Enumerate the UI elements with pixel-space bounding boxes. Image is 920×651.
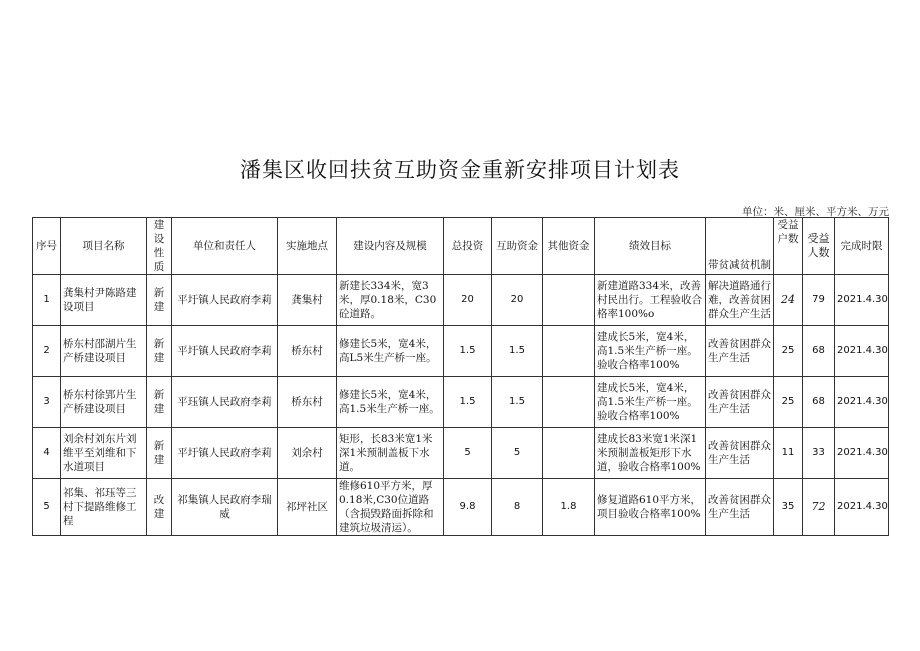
cell-type: 改建 <box>147 479 172 536</box>
cell-owner: 平圩镇人民政府李莉 <box>172 428 278 479</box>
cell-site: 龚集村 <box>278 275 337 326</box>
cell-households: 11 <box>774 428 803 479</box>
cell-type: 新建 <box>147 326 172 377</box>
cell-total: 9.8 <box>444 479 492 536</box>
cell-total: 1.5 <box>444 326 492 377</box>
cell-owner: 祁集镇人民政府李瑞威 <box>172 479 278 536</box>
cell-seq: 1 <box>33 275 61 326</box>
table-row <box>33 479 889 536</box>
header-people: 受益人数 <box>803 218 835 275</box>
cell-goal: 修复道路610平方米，项目验收合格率100% <box>595 479 706 536</box>
header-total: 总投资 <box>444 218 492 275</box>
cell-owner: 平圩镇人民政府李莉 <box>172 275 278 326</box>
cell-households: 25 <box>774 326 803 377</box>
cell-type: 新建 <box>147 377 172 428</box>
cell-deadline: 2021.4.30 <box>835 479 889 536</box>
cell-seq: 4 <box>33 428 61 479</box>
unit-note: 单位：米、厘米、平方米、万元 <box>742 206 889 218</box>
cell-mutual: 1.5 <box>492 326 543 377</box>
header-mutual: 互助资金 <box>492 218 543 275</box>
cell-mutual: 20 <box>492 275 543 326</box>
cell-other <box>543 428 595 479</box>
cell-content: 维修610平方米，厚0.18米,C30位道路（含损毁路面拆除和建筑垃圾清运）。 <box>337 479 444 536</box>
cell-other <box>543 377 595 428</box>
table-row <box>33 428 889 479</box>
cell-total: 20 <box>444 275 492 326</box>
cell-mechanism: 改善贫困群众生产生活 <box>706 428 774 479</box>
cell-content: 矩形，长83米宽1米深1米预制盖板下水道。 <box>337 428 444 479</box>
table-row <box>33 326 889 377</box>
cell-site: 刘余村 <box>278 428 337 479</box>
header-goal: 绩效目标 <box>595 218 706 275</box>
cell-goal: 建成长5米，宽4米，高1.5米生产桥一座。验收合格率100% <box>595 326 706 377</box>
cell-owner: 平珏镇人民政府李莉 <box>172 377 278 428</box>
header-mechanism: 带贫减贫机制 <box>706 218 774 275</box>
cell-content: 修建长5米，宽4米，高L5米生产桥一座。 <box>337 326 444 377</box>
cell-deadline: 2021.4.30 <box>835 428 889 479</box>
cell-seq: 5 <box>33 479 61 536</box>
cell-type: 新建 <box>147 428 172 479</box>
header-site: 实施地点 <box>278 218 337 275</box>
header-other: 其他资金 <box>543 218 595 275</box>
cell-people: 72 <box>803 479 835 536</box>
cell-other <box>543 275 595 326</box>
cell-site: 桥东村 <box>278 377 337 428</box>
cell-name: 龚集村尹陈路建设项目 <box>61 275 147 326</box>
cell-other <box>543 326 595 377</box>
cell-goal: 建成长5米，宽4米，高1.5米生产桥一座。验收合格率100% <box>595 377 706 428</box>
cell-people: 68 <box>803 377 835 428</box>
cell-deadline: 2021.4.30 <box>835 275 889 326</box>
cell-type: 新建 <box>147 275 172 326</box>
cell-deadline: 2021.4.30 <box>835 326 889 377</box>
page-title: 潘集区收回扶贫互助资金重新安排项目计划表 <box>240 158 680 182</box>
cell-households: 25 <box>774 377 803 428</box>
cell-goal: 建成长83米宽1米深1米预制盖板矩形下水道，验收合格率100% <box>595 428 706 479</box>
table-row <box>33 377 889 428</box>
cell-site: 桥东村 <box>278 326 337 377</box>
table-header-row <box>33 218 889 275</box>
cell-other: 1.8 <box>543 479 595 536</box>
cell-name: 桥东村邵湖片生产桥建设项目 <box>61 326 147 377</box>
header-seq: 序号 <box>33 218 61 275</box>
cell-name: 桥东村徐郢片生产桥建设项目 <box>61 377 147 428</box>
cell-people: 68 <box>803 326 835 377</box>
cell-mechanism: 解决道路通行难，改善贫困群众生产生活 <box>706 275 774 326</box>
cell-site: 祁坪社区 <box>278 479 337 536</box>
cell-people: 79 <box>803 275 835 326</box>
project-plan-table <box>32 217 889 536</box>
header-owner: 单位和责任人 <box>172 218 278 275</box>
cell-mutual: 5 <box>492 428 543 479</box>
cell-mechanism: 改善贫困群众生产生活 <box>706 326 774 377</box>
header-name: 项目名称 <box>61 218 147 275</box>
cell-content: 新建长334米，宽3米，厚0.18米，C30砼道路。 <box>337 275 444 326</box>
header-content: 建设内容及规模 <box>337 218 444 275</box>
cell-goal: 新建道路334米，改善村民出行。工程验收合格率100%o <box>595 275 706 326</box>
header-households: 受益户数 <box>774 218 803 275</box>
cell-seq: 3 <box>33 377 61 428</box>
header-deadline: 完成时限 <box>835 218 889 275</box>
cell-mutual: 8 <box>492 479 543 536</box>
cell-people: 33 <box>803 428 835 479</box>
cell-total: 5 <box>444 428 492 479</box>
cell-seq: 2 <box>33 326 61 377</box>
header-type: 建设性质 <box>147 218 172 275</box>
cell-mechanism: 改善贫困群众生产生活 <box>706 377 774 428</box>
cell-households: 24 <box>774 275 803 326</box>
cell-mechanism: 改善贫困群众生产生活 <box>706 479 774 536</box>
cell-deadline: 2021.4.30 <box>835 377 889 428</box>
cell-mutual: 1.5 <box>492 377 543 428</box>
cell-content: 修建长5米，宽4米，高1.5米生产桥一座。 <box>337 377 444 428</box>
cell-owner: 平圩镇人民政府李莉 <box>172 326 278 377</box>
cell-total: 1.5 <box>444 377 492 428</box>
cell-name: 刘余村刘东片刘维平至刘维和下水道项目 <box>61 428 147 479</box>
cell-name: 祁集、祁珏等三村下提路维修工程 <box>61 479 147 536</box>
table-row <box>33 275 889 326</box>
cell-households: 35 <box>774 479 803 536</box>
